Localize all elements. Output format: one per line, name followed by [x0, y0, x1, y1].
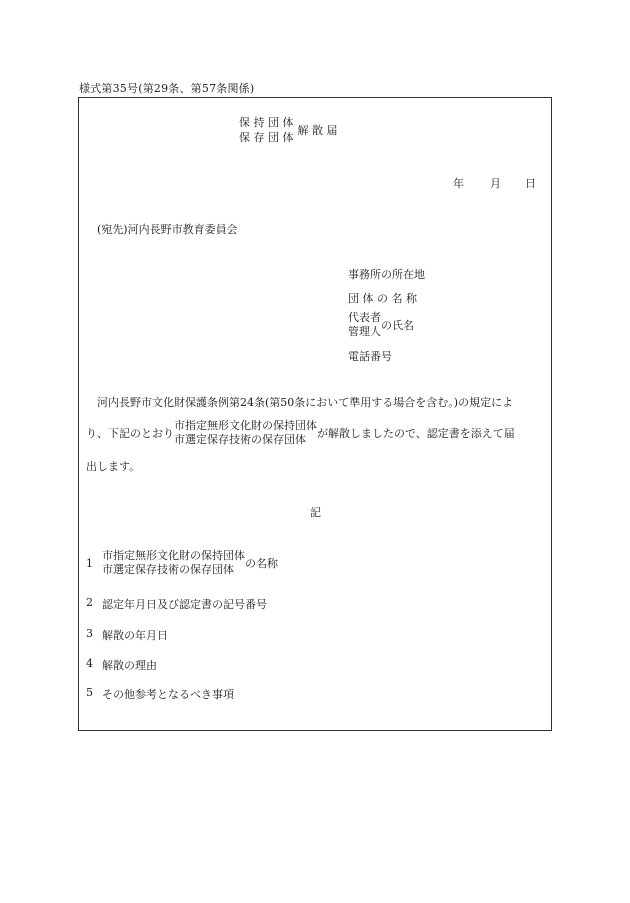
date-month: 月	[490, 177, 501, 190]
item-1-alt-technique: 市選定保存技術の保存団体	[102, 563, 234, 576]
body-line-2-prefix: り、下記のとおり	[86, 427, 174, 440]
item-3-number: 3	[86, 627, 93, 640]
ki-heading: 記	[310, 506, 321, 519]
title-suffix: 解 散 届	[297, 124, 338, 137]
item-5-number: 5	[86, 686, 93, 699]
rep-alt-representative: 代表者	[348, 311, 381, 324]
body-line-2-suffix: が解散しましたので、認定書を添えて届	[317, 427, 515, 440]
form-frame	[78, 97, 552, 731]
item-1-suffix: の名称	[245, 557, 278, 570]
body-line-1: 河内長野市文化財保護条例第24条(第50条において準用する場合を含む。)の規定によ	[97, 396, 514, 409]
title-alt-preservation-group: 保 存 団 体	[239, 131, 294, 144]
rep-suffix: の氏名	[381, 319, 414, 332]
item-3-text: 解散の年月日	[102, 629, 168, 642]
date-year: 年	[453, 177, 464, 190]
body-alt-intangible: 市指定無形文化財の保持団体	[174, 419, 317, 432]
item-1	[102, 549, 278, 577]
phone-label: 電話番号	[348, 350, 392, 363]
item-4-text: 解散の理由	[102, 659, 157, 672]
representative-name-label	[348, 311, 414, 339]
date-day: 日	[525, 177, 536, 190]
body-line-2-alternatives	[174, 419, 317, 447]
item-5-text: その他参考となるべき事項	[102, 688, 234, 701]
group-name-label: 団 体 の 名 称	[348, 292, 417, 305]
form-number: 様式第35号(第29条、第57条関係)	[79, 82, 255, 95]
addressee: (宛先)河内長野市教育委員会	[97, 223, 238, 236]
title-alternatives	[239, 115, 294, 145]
item-2-text: 認定年月日及び認定書の記号番号	[102, 598, 267, 611]
form-title	[239, 115, 338, 145]
body-line-2	[86, 419, 515, 447]
body-alt-technique: 市選定保存技術の保存団体	[174, 433, 306, 446]
title-alt-holding-group: 保 持 団 体	[239, 116, 294, 129]
body-line-3: 出します。	[86, 460, 141, 473]
office-address-label: 事務所の所在地	[348, 268, 425, 281]
item-1-number: 1	[86, 557, 93, 570]
item-4-number: 4	[86, 657, 93, 670]
item-2-number: 2	[86, 596, 93, 609]
rep-alt-manager: 管理人	[348, 325, 381, 338]
representative-alternatives	[348, 311, 381, 339]
item-1-alternatives	[102, 549, 245, 577]
item-1-alt-intangible: 市指定無形文化財の保持団体	[102, 549, 245, 562]
